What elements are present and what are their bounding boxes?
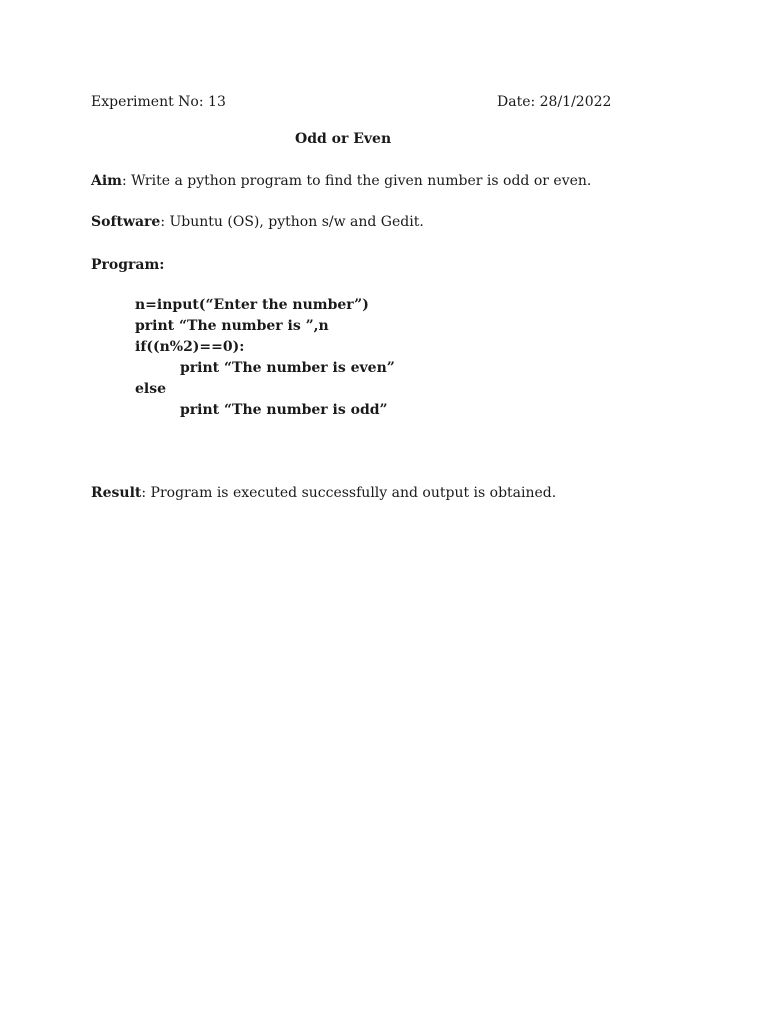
aim-text: : Write a python program to find the given number is odd or even. — [122, 173, 592, 189]
aim-label: Aim — [91, 173, 122, 189]
program-label: Program: — [91, 257, 165, 273]
document-title: Odd or Even — [295, 131, 392, 147]
code-line: print “The number is ”,n — [135, 318, 329, 334]
experiment-number: Experiment No: 13 — [91, 94, 226, 110]
code-line: else — [135, 381, 167, 397]
experiment-date: Date: 28/1/2022 — [497, 94, 612, 110]
result-text: : Program is executed successfully and output is obtained. — [141, 485, 557, 501]
result-paragraph — [91, 484, 556, 502]
code-line: n=input(“Enter the number”) — [135, 297, 369, 313]
result-label: Result — [91, 485, 142, 501]
code-line: print “The number is even” — [180, 360, 395, 376]
software-label: Software — [91, 214, 161, 230]
code-line: print “The number is odd” — [180, 402, 388, 418]
software-paragraph — [91, 213, 424, 231]
software-text: : Ubuntu (OS), python s/w and Gedit. — [160, 214, 424, 230]
aim-paragraph — [91, 172, 591, 190]
code-line: if((n%2)==0): — [135, 339, 245, 355]
